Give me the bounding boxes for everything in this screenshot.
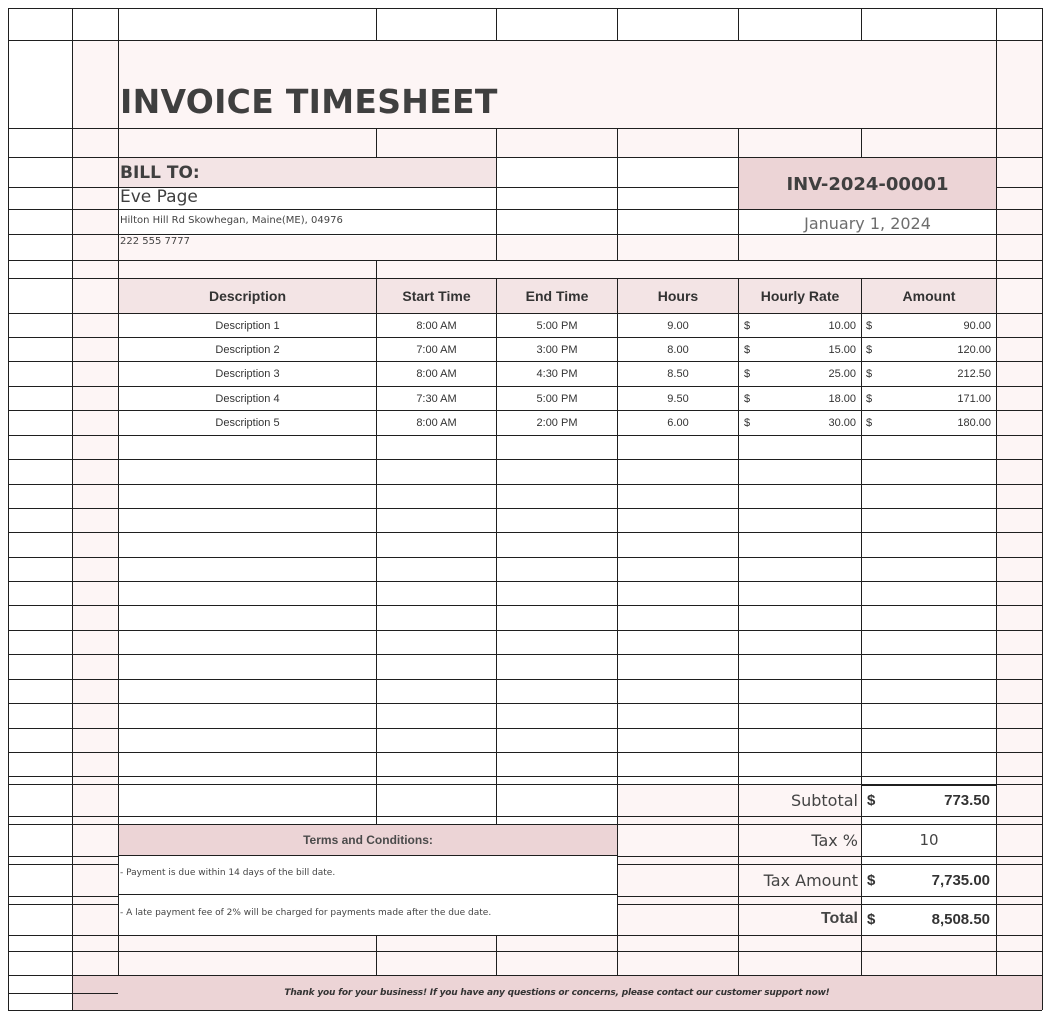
header-start-time: Start Time: [402, 288, 471, 304]
client-address[interactable]: Hilton Hill Rd Skowhegan, Maine(ME), 04976: [120, 215, 343, 226]
cell-hours[interactable]: 8.50: [667, 368, 689, 380]
cell-start-time[interactable]: 8:00 AM: [416, 368, 457, 380]
terms-heading: Terms and Conditions:: [303, 833, 433, 847]
grid-line: [72, 8, 73, 1010]
cell-hourly-rate[interactable]: 25.00: [828, 368, 856, 380]
grid-line: [118, 703, 996, 704]
cell-rate-currency: $: [744, 417, 751, 429]
grid-line: [376, 935, 377, 976]
grid-line: [496, 187, 738, 188]
cell-start-time[interactable]: 8:00 AM: [416, 320, 457, 332]
grid-line: [8, 904, 118, 905]
cell-amount[interactable]: 120.00: [957, 344, 991, 356]
grid-line: [996, 337, 1042, 338]
grid-line: [496, 209, 738, 210]
grid-line: [996, 386, 1042, 387]
cell-amount-currency: $: [866, 417, 873, 429]
grid-line: [8, 40, 118, 41]
cell-end-time[interactable]: 4:30 PM: [536, 368, 578, 380]
grid-line: [8, 260, 118, 261]
grid-line: [996, 951, 1042, 952]
cell-amount-currency: $: [866, 320, 873, 332]
grid-line: [8, 581, 118, 582]
grid-line: [861, 896, 996, 897]
cell-description[interactable]: Description 2: [215, 344, 280, 356]
grid-line: [118, 260, 996, 261]
cell-rate-currency: $: [744, 320, 751, 332]
grid-line: [996, 278, 1042, 279]
grid-line: [861, 785, 862, 935]
grid-line: [8, 935, 118, 936]
grid-line: [996, 410, 1042, 411]
grid-line: [8, 313, 118, 314]
grid-line: [996, 679, 1042, 680]
grid-line: [996, 557, 1042, 558]
cell-end-time[interactable]: 5:00 PM: [536, 320, 578, 332]
grid-line: [118, 855, 617, 856]
term-line[interactable]: - Payment is due within 14 days of the bill date.: [120, 868, 336, 878]
grid-line: [8, 824, 118, 825]
total-currency: $: [867, 910, 876, 928]
cell-hours[interactable]: 8.00: [667, 344, 689, 356]
grid-line: [996, 654, 1042, 655]
grid-line: [8, 8, 9, 1010]
grid-line: [996, 581, 1042, 582]
cell-description[interactable]: Description 5: [215, 417, 280, 429]
grid-line: [118, 532, 996, 533]
cell-start-time[interactable]: 7:30 AM: [416, 393, 457, 405]
grid-line: [996, 459, 1042, 460]
grid-line: [8, 896, 118, 897]
grid-line: [861, 856, 996, 857]
grid-line: [996, 278, 997, 785]
grid-line: [8, 234, 118, 235]
grid-line: [996, 784, 1042, 785]
grid-line: [8, 752, 118, 753]
client-phone[interactable]: 222 555 7777: [120, 236, 190, 247]
grid-line: [996, 864, 1042, 865]
subtotal-value[interactable]: 773.50: [944, 791, 990, 809]
cell-amount-currency: $: [866, 393, 873, 405]
grid-line: [738, 935, 739, 976]
grid-line: [996, 157, 1042, 158]
grid-line: [118, 951, 996, 952]
grid-line: [996, 508, 1042, 509]
grid-line: [118, 776, 996, 777]
header-description: Description: [208, 288, 286, 304]
grid-line: [118, 209, 496, 210]
grid-line: [996, 260, 1042, 261]
grid-line: [118, 484, 996, 485]
grid-line: [996, 313, 1042, 314]
grid-line: [8, 776, 118, 777]
grid-line: [861, 128, 862, 157]
grid-line: [118, 605, 996, 606]
cell-hours[interactable]: 9.50: [667, 393, 689, 405]
grid-line: [376, 8, 377, 40]
grid-line: [861, 864, 996, 865]
grid-line: [8, 8, 1042, 9]
cell-hours[interactable]: 9.00: [667, 320, 689, 332]
total-label: Total: [820, 910, 858, 927]
grid-line: [118, 40, 996, 41]
grid-line: [996, 532, 1042, 533]
grid-line: [8, 728, 118, 729]
cell-hourly-rate[interactable]: 10.00: [828, 320, 856, 332]
grid-line: [996, 824, 1042, 825]
grid-line: [8, 508, 118, 509]
grid-line: [996, 361, 1042, 362]
tax-amount-value[interactable]: 7,735.00: [931, 871, 990, 889]
cell-end-time[interactable]: 2:00 PM: [536, 417, 578, 429]
grid-line: [8, 951, 118, 952]
cell-start-time[interactable]: 8:00 AM: [416, 417, 457, 429]
cell-description[interactable]: Description 1: [215, 320, 280, 332]
grid-line: [861, 824, 996, 825]
grid-line: [118, 459, 996, 460]
cell-hourly-rate[interactable]: 18.00: [828, 393, 856, 405]
grid-line: [8, 278, 118, 279]
tax-amount-currency: $: [867, 871, 876, 889]
total-value[interactable]: 8,508.50: [931, 910, 990, 928]
grid-line: [996, 728, 1042, 729]
grid-line: [8, 605, 118, 606]
grid-line: [738, 8, 739, 40]
cell-amount[interactable]: 171.00: [957, 393, 991, 405]
grid-line: [996, 435, 1042, 436]
grid-line: [118, 234, 496, 235]
grid-line: [8, 856, 118, 857]
grid-line: [496, 128, 497, 157]
grid-line: [617, 8, 618, 40]
grid-line: [8, 654, 118, 655]
grid-line: [8, 679, 118, 680]
client-name[interactable]: Eve Page: [120, 187, 198, 207]
subtotal-currency: $: [867, 791, 876, 809]
cell-amount[interactable]: 90.00: [963, 320, 991, 332]
grid-line: [118, 508, 996, 509]
grid-line: [996, 187, 1042, 188]
grid-line: [118, 679, 996, 680]
grid-line: [496, 785, 497, 824]
grid-line: [118, 581, 996, 582]
bill-to-heading: BILL TO:: [120, 163, 200, 183]
header-hours: Hours: [657, 288, 699, 304]
grid-line: [376, 128, 377, 157]
header-hourly-rate: Hourly Rate: [760, 288, 840, 304]
grid-line: [996, 935, 1042, 936]
tax-percent-label: Tax %: [811, 830, 858, 850]
grid-line: [996, 157, 997, 260]
grid-line: [8, 157, 118, 158]
invoice-date[interactable]: January 1, 2024: [804, 213, 931, 233]
cell-amount[interactable]: 212.50: [957, 368, 991, 380]
grid-line: [996, 234, 1042, 235]
grid-line: [8, 410, 118, 411]
grid-line: [118, 752, 996, 753]
grid-line: [996, 856, 1042, 857]
cell-amount[interactable]: 180.00: [957, 417, 991, 429]
grid-line: [118, 128, 996, 129]
cell-rate-currency: $: [744, 393, 751, 405]
grid-line: [8, 484, 118, 485]
grid-line: [376, 785, 377, 824]
grid-line: [496, 234, 738, 235]
grid-line: [996, 896, 1042, 897]
grid-line: [8, 784, 118, 785]
term-line[interactable]: - A late payment fee of 2% will be charged for payments made after the due date.: [120, 908, 492, 918]
grid-line: [996, 128, 1042, 129]
grid-line: [996, 816, 1042, 817]
grid-line: [996, 776, 1042, 777]
grid-line: [738, 128, 739, 157]
grid-line: [996, 605, 1042, 606]
grid-line: [8, 864, 118, 865]
grid-line: [861, 935, 862, 976]
grid-line: [8, 1010, 1042, 1011]
grid-line: [617, 128, 618, 157]
grid-line: [118, 435, 996, 436]
grid-line: [118, 894, 617, 895]
cell-hourly-rate[interactable]: 15.00: [828, 344, 856, 356]
grid-line: [8, 337, 118, 338]
grid-line: [118, 630, 996, 631]
grid-line: [118, 654, 996, 655]
cell-rate-currency: $: [744, 344, 751, 356]
grid-line: [861, 785, 996, 786]
grid-line: [8, 187, 118, 188]
header-amount: Amount: [902, 288, 956, 304]
cell-rate-currency: $: [744, 368, 751, 380]
invoice-title: INVOICE TIMESHEET: [120, 82, 498, 121]
grid-line: [8, 630, 118, 631]
invoice-number[interactable]: INV-2024-00001: [786, 173, 949, 195]
cell-amount-currency: $: [866, 344, 873, 356]
grid-line: [861, 935, 996, 936]
header-end-time: End Time: [525, 288, 589, 304]
grid-line: [118, 728, 996, 729]
grid-line: [8, 361, 118, 362]
grid-line: [996, 40, 1042, 41]
grid-line: [8, 386, 118, 387]
tax-amount-label: Tax Amount: [763, 870, 858, 890]
grid-line: [8, 557, 118, 558]
grid-line: [996, 484, 1042, 485]
cell-description[interactable]: Description 3: [215, 368, 280, 380]
grid-line: [996, 904, 1042, 905]
grid-line: [496, 8, 497, 40]
cell-end-time[interactable]: 3:00 PM: [536, 344, 578, 356]
subtotal-label: Subtotal: [790, 790, 858, 810]
grid-line: [996, 752, 1042, 753]
grid-line: [496, 935, 497, 976]
cell-end-time[interactable]: 5:00 PM: [536, 393, 578, 405]
grid-line: [376, 260, 377, 278]
grid-line: [8, 816, 118, 817]
grid-line: [861, 816, 996, 817]
footer-thank-you: Thank you for your business! If you have any questions or concerns, please contact our customer support now!: [284, 988, 830, 998]
grid-line: [8, 703, 118, 704]
grid-line: [8, 532, 118, 533]
tax-percent-input[interactable]: 10: [919, 831, 939, 849]
grid-line: [996, 630, 1042, 631]
grid-line: [118, 557, 996, 558]
cell-description[interactable]: Description 4: [215, 393, 280, 405]
grid-line: [996, 209, 1042, 210]
grid-line: [8, 435, 118, 436]
cell-start-time[interactable]: 7:00 AM: [416, 344, 457, 356]
grid-line: [861, 8, 862, 40]
grid-line: [1042, 8, 1043, 1010]
grid-line: [8, 128, 118, 129]
grid-line: [617, 935, 618, 976]
grid-line: [8, 459, 118, 460]
cell-amount-currency: $: [866, 368, 873, 380]
grid-line: [996, 703, 1042, 704]
grid-line: [617, 785, 618, 935]
cell-hourly-rate[interactable]: 30.00: [828, 417, 856, 429]
cell-hours[interactable]: 6.00: [667, 417, 689, 429]
grid-line: [8, 209, 118, 210]
